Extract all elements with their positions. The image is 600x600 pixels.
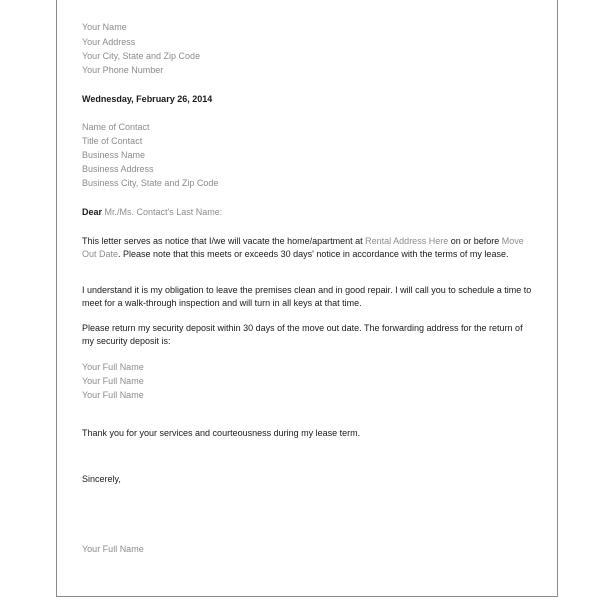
salutation [82, 207, 222, 218]
recipient-business-address: Business Address [82, 164, 154, 174]
forwarding-address-line-2: Your Full Name [82, 376, 144, 386]
thanks-line: Thank you for your services and courteousness during my lease term. [82, 428, 361, 438]
sender-name: Your Name [82, 22, 127, 32]
salutation-name: Mr./Ms. Contact's Last Name: [104, 207, 223, 217]
paragraph-notice-part2: on or before [450, 236, 500, 246]
forwarding-address-line-3: Your Full Name [82, 390, 144, 400]
sender-phone: Your Phone Number [82, 65, 164, 75]
closing: Sincerely, [82, 474, 121, 484]
recipient-contact-name: Name of Contact [82, 122, 150, 132]
salutation-prefix: Dear [82, 207, 103, 217]
forwarding-address-line-1: Your Full Name [82, 362, 144, 372]
paragraph-notice-part1: This letter serves as notice that I/we will vacate the home/apartment at [82, 236, 363, 246]
letter-date: Wednesday, February 26, 2014 [82, 94, 213, 104]
paragraph-notice-part3: . Please note that this meets or exceeds 30 days' notice in accordance with the terms of my lease. [118, 249, 509, 259]
recipient-business-name: Business Name [82, 150, 146, 160]
sender-city-state-zip: Your City, State and Zip Code [82, 51, 201, 61]
paragraph-notice [82, 235, 532, 261]
sender-address: Your Address [82, 37, 136, 47]
letter-page [56, 0, 558, 597]
recipient-business-city-state-zip: Business City, State and Zip Code [82, 178, 219, 188]
move-out-date-placeholder: Move Out Date [82, 236, 524, 259]
paragraph-deposit: Please return my security deposit within 30 days of the move out date. The forwarding address for the return of my security deposit is: [82, 323, 523, 346]
signature-name: Your Full Name [82, 544, 144, 554]
rental-address-placeholder: Rental Address Here [365, 236, 449, 246]
paragraph-obligation: I understand it is my obligation to leave the premises clean and in good repair. I will call you to schedule a time to meet for a walk-through inspection and will turn in all keys at that time. [82, 285, 532, 308]
recipient-contact-title: Title of Contact [82, 136, 143, 146]
